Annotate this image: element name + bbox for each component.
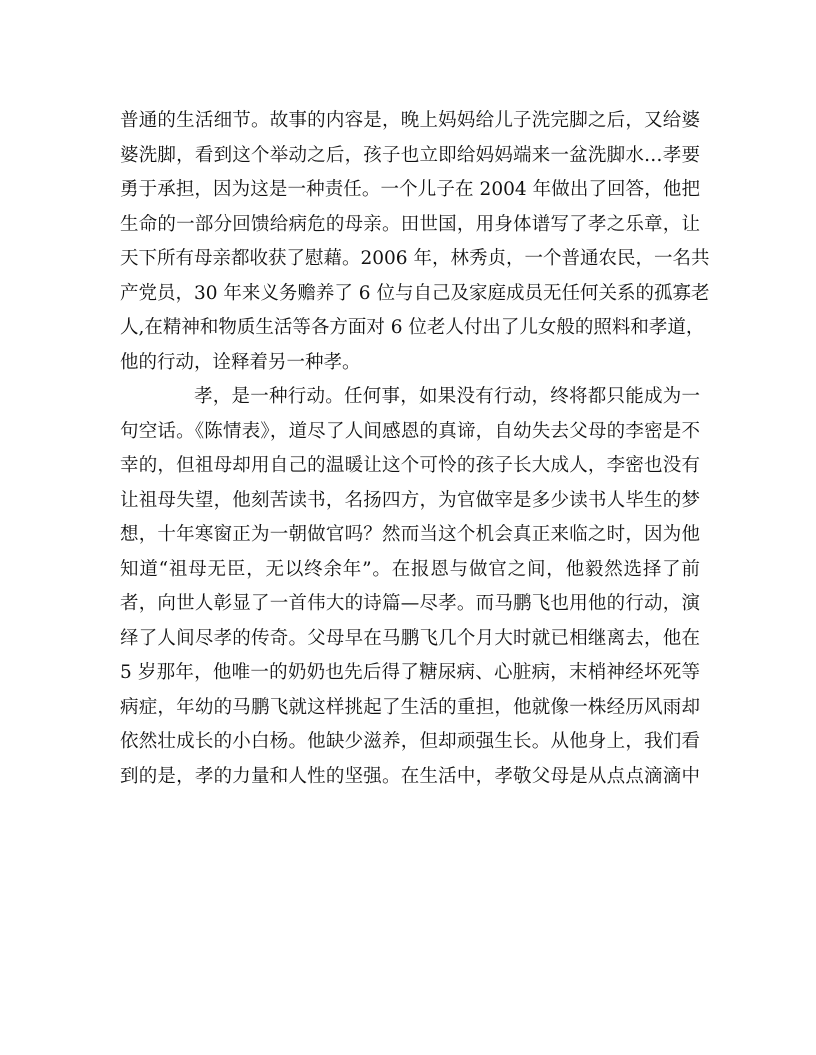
text-line: 想，十年寒窗正为一朝做官吗？然而当这个机会真正来临之时，因为他 xyxy=(120,524,700,545)
text-line: 者，向世人彰显了一首伟大的诗篇—尽孝。而马鹏飞也用他的行动，演 xyxy=(120,593,700,614)
text-line: 天下所有母亲都收获了慰藉。2006 年，林秀贞，一个普通农民，一名共 xyxy=(120,248,710,269)
text-line: 句空话。《陈情表》，道尽了人间感恩的真谛，自幼失去父母的李密是不 xyxy=(120,420,700,442)
text-line: 知道“祖母无臣，无以终余年”。在报恩与做官之间，他毅然选择了前 xyxy=(120,558,700,580)
text-line: 到的是，孝的力量和人性的坚强。在生活中，孝敬父母是从点点滴滴中 xyxy=(120,765,700,787)
text-line: 绎了人间尽孝的传奇。父母早在马鹏飞几个月大时就已相继离去，他在 xyxy=(120,627,700,649)
body-text xyxy=(120,104,710,794)
text-line: 勇于承担，因为这是一种责任。一个儿子在 2004 年做出了回答，他把 xyxy=(120,179,700,200)
text-line: 依然壮成长的小白杨。他缺少滋养，但却顽强生长。从他身上，我们看 xyxy=(120,731,700,752)
text-line: 产党员，30 年来义务赡养了 6 位与自己及家庭成员无任何关系的孤寡老 xyxy=(120,282,710,304)
text-line: 人,在精神和物质生活等各方面对 6 位老人付出了儿女般的照料和孝道， xyxy=(120,317,705,338)
text-line: 普通的生活细节。故事的内容是，晚上妈妈给儿子洗完脚之后，又给婆 xyxy=(120,110,700,131)
text-line: 婆洗脚，看到这个举动之后，孩子也立即给妈妈端来一盆洗脚水…孝要 xyxy=(120,144,700,166)
text-line: 让祖母失望，他刻苦读书，名扬四方，为官做宰是多少读书人毕生的梦 xyxy=(120,489,700,511)
text-line: 幸的，但祖母却用自己的温暖让这个可怜的孩子长大成人，李密也没有 xyxy=(120,455,700,476)
text-line: 病症，年幼的马鹏飞就这样挑起了生活的重担，他就像一株经历风雨却 xyxy=(120,696,700,718)
paragraph-start-line: 孝，是一种行动。任何事，如果没有行动，终将都只能成为一 xyxy=(194,386,700,407)
text-line: 他的行动，诠释着另一种孝。 xyxy=(120,351,361,373)
text-line: 5 岁那年，他唯一的奶奶也先后得了糖尿病、心脏病，末梢神经坏死等 xyxy=(120,662,700,683)
text-line: 生命的一部分回馈给病危的母亲。田世国，用身体谱写了孝之乐章，让 xyxy=(120,213,700,235)
